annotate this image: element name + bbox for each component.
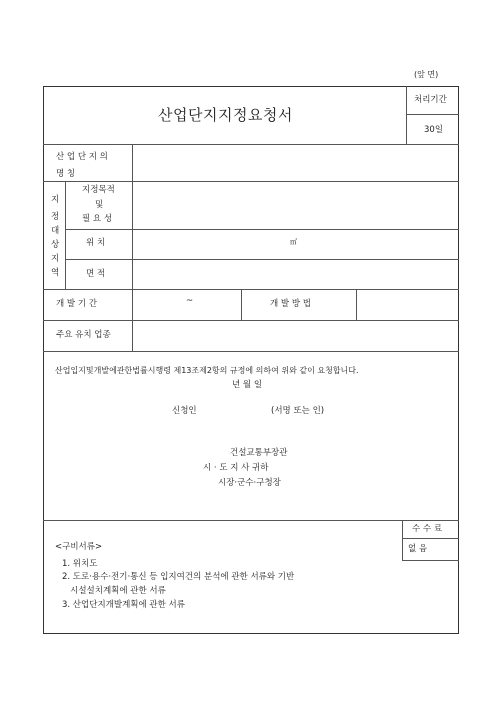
divider bbox=[402, 538, 459, 539]
divider bbox=[402, 560, 459, 561]
target-area-label-6: 역 bbox=[51, 268, 60, 278]
dev-period-label: 개 발 기 간 bbox=[56, 299, 97, 309]
attachment-item: 3. 산업단지개발계획에 관한 서류 bbox=[62, 600, 185, 610]
applicant-label: 신청인 bbox=[172, 406, 197, 416]
industry-value[interactable] bbox=[133, 321, 458, 350]
purpose-label-2: 및 bbox=[95, 200, 104, 210]
area-unit: ㎡ bbox=[290, 238, 297, 246]
complex-name-label-1: 산 업 단 지 의 bbox=[56, 152, 108, 162]
signature-note: (서명 또는 인) bbox=[271, 406, 325, 416]
form-title: 산업단지지정요청서 bbox=[158, 106, 293, 124]
attachment-item: 시설설치계획에 관한 서류 bbox=[62, 586, 166, 596]
recipient-line-1: 건설교통부장관 bbox=[230, 448, 288, 458]
divider bbox=[241, 289, 242, 320]
recipient-line-3: 시장·군수·구청장 bbox=[218, 478, 281, 488]
purpose-label-3: 필 요 성 bbox=[82, 214, 113, 224]
divider bbox=[402, 520, 403, 560]
complex-name-value[interactable] bbox=[133, 145, 458, 180]
attachment-item: 2. 도로·용수·전기·통신 등 입지여건의 분석에 관한 서류와 기반 bbox=[62, 572, 295, 582]
attachment-item: 1. 위치도 bbox=[62, 559, 98, 569]
fee-value: 없 음 bbox=[408, 544, 428, 554]
target-area-label-1: 지 bbox=[51, 195, 60, 205]
processing-period-value: 30일 bbox=[424, 125, 444, 135]
purpose-value[interactable] bbox=[133, 182, 458, 228]
divider bbox=[65, 181, 66, 289]
divider bbox=[406, 114, 459, 115]
location-label: 위 치 bbox=[86, 238, 106, 248]
target-area-label-3: 대 bbox=[51, 226, 60, 236]
location-value[interactable] bbox=[133, 230, 458, 258]
area-value[interactable] bbox=[133, 260, 458, 288]
recipient-line-2: 시 · 도 지 사 귀하 bbox=[203, 463, 269, 473]
divider bbox=[43, 351, 459, 352]
request-date[interactable]: 년 월 일 bbox=[232, 380, 263, 390]
industry-label: 주요 유치 업종 bbox=[56, 330, 111, 340]
attachments-heading: <구비서류> bbox=[55, 542, 103, 552]
area-label: 면 적 bbox=[86, 269, 106, 279]
processing-period-label: 처리기간 bbox=[414, 95, 447, 105]
dev-period-value[interactable]: ~ bbox=[186, 296, 194, 306]
dev-method-value[interactable] bbox=[357, 290, 458, 319]
fee-label: 수 수 료 bbox=[412, 524, 443, 534]
target-area-label-5: 지 bbox=[51, 254, 60, 264]
dev-method-label: 개 발 방 법 bbox=[270, 299, 311, 309]
purpose-label-1: 지정목적 bbox=[82, 185, 115, 195]
target-area-label-2: 정 bbox=[51, 212, 60, 222]
target-area-label-4: 상 bbox=[51, 240, 60, 250]
divider bbox=[43, 520, 459, 521]
divider bbox=[406, 86, 407, 144]
request-statement: 산업입지및개발에관한법률시행령 제13조제2항의 규정에 의하여 위와 같이 요청합니다. bbox=[55, 366, 359, 375]
complex-name-label-2: 명 칭 bbox=[56, 169, 76, 179]
page-side-label: (앞 면) bbox=[414, 70, 439, 79]
